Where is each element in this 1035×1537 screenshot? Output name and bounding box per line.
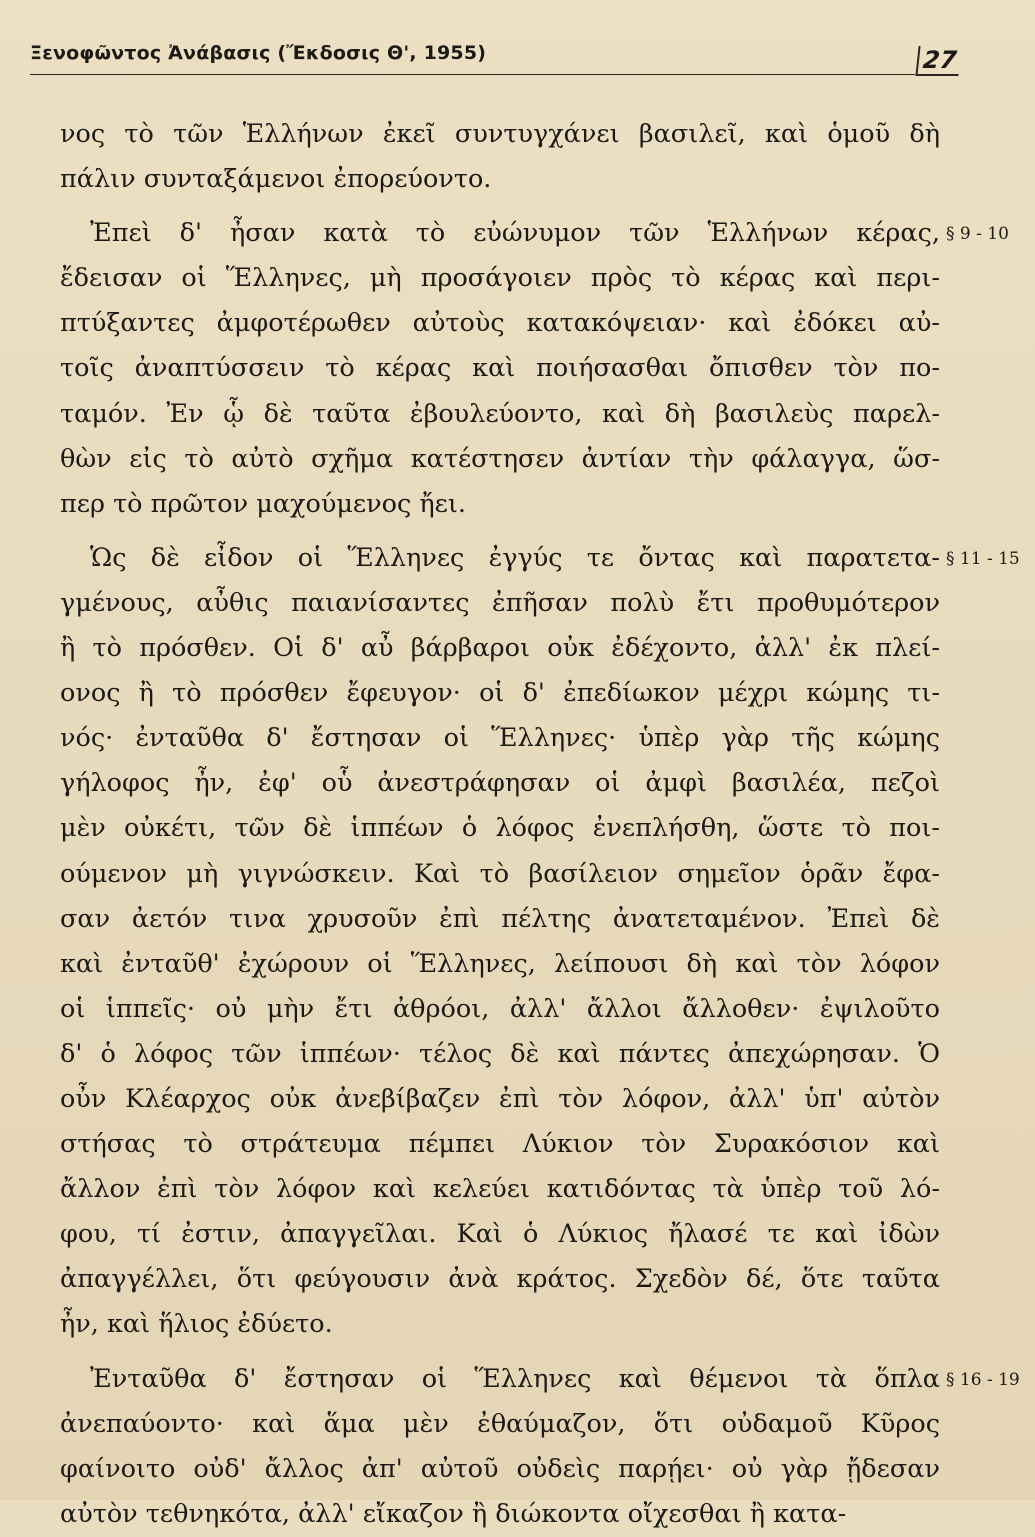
text-line: ταμόν. Ἐν ᾧ δὲ ταῦτα ἐβουλεύοντο, καὶ δὴ βασιλεὺς παρελ- <box>60 398 940 429</box>
text-line: Ἐπεὶ δ' ἦσαν κατὰ τὸ εὐώνυμον τῶν Ἑλλήνων κέρας, <box>90 218 940 249</box>
text-line: γμένους, αὖθις παιανίσαντες ἐπῆσαν πολὺ ἔτι προθυμότερον <box>60 587 940 618</box>
text-line: νός· ἐνταῦθα δ' ἔστησαν οἱ Ἕλληνες· ὑπὲρ γὰρ τῆς κώμης <box>60 723 940 754</box>
text-line: θὼν εἰς τὸ αὐτὸ σχῆμα κατέστησεν ἀντίαν τὴν φάλαγγα, ὥσ- <box>60 443 940 474</box>
header-rule <box>30 74 915 75</box>
text-line: καὶ ἐνταῦθ' ἐχώρουν οἱ Ἕλληνες, λείπουσι δὴ καὶ τὸν λόφον <box>60 948 940 979</box>
text-line: ἢ τὸ πρόσθεν. Οἱ δ' αὖ βάρβαροι οὐκ ἐδέχοντο, ἀλλ' ἐκ πλεί- <box>60 633 940 664</box>
text-line: φου, τί ἐστιν, ἀπαγγεῖλαι. Καὶ ὁ Λύκιος ἤλασέ τε καὶ ἰδὼν <box>60 1219 940 1250</box>
text-line: Ἐνταῦθα δ' ἔστησαν οἱ Ἕλληνες καὶ θέμενοι τὰ ὅπλα <box>90 1363 940 1394</box>
running-head: Ξενοφῶντος Ἀνάβασις (Ἔκδοσις Θ', 1955) <box>30 42 487 64</box>
paragraph <box>60 1357 940 1537</box>
text-line: ἀνεπαύοντο· καὶ ἅμα μὲν ἐθαύμαζον, ὅτι οὐδαμοῦ Κῦρος <box>60 1408 940 1439</box>
body-text <box>60 112 940 1537</box>
text-line: σαν ἀετόν τινα χρυσοῦν ἐπὶ πέλτης ἀνατεταμένον. Ἐπεὶ δὲ <box>60 903 940 934</box>
paragraph <box>60 536 940 1348</box>
text-line: στήσας τὸ στράτευμα πέμπει Λύκιον τὸν Συρακόσιον καὶ <box>60 1129 940 1160</box>
text-line: οἱ ἱππεῖς· οὐ μὴν ἔτι ἀθρόοι, ἀλλ' ἄλλοι ἄλλοθεν· ἐψιλοῦτο <box>60 993 940 1024</box>
text-line: νος τὸ τῶν Ἑλλήνων ἐκεῖ συντυγχάνει βασιλεῖ, καὶ ὁμοῦ δὴ <box>60 119 940 149</box>
page-header <box>30 42 990 82</box>
text-line: περ τὸ πρῶτον μαχούμενος ἤει. <box>60 488 466 519</box>
text-line: ἀπαγγέλλει, ὅτι φεύγουσιν ἀνὰ κράτος. Σχεδὸν δέ, ὅτε ταῦτα <box>60 1264 940 1295</box>
text-line: ούμενον μὴ γιγνώσκειν. Καὶ τὸ βασίλειον σημεῖον ὁρᾶν ἔφα- <box>60 858 940 889</box>
text-line: οὖν Κλέαρχος οὐκ ἀνεβίβαζεν ἐπὶ τὸν λόφον, ἀλλ' ὑπ' αὐτὸν <box>60 1083 940 1114</box>
text-line: μὲν οὐκέτι, τῶν δὲ ἱππέων ὁ λόφος ἐνεπλήσθη, ὥστε τὸ ποι- <box>60 813 940 844</box>
section-marker: § 9 - 10 <box>946 224 1009 244</box>
section-marker: § 16 - 19 <box>946 1370 1020 1390</box>
paragraph <box>60 112 940 202</box>
text-line: ἄλλον ἐπὶ τὸν λόφον καὶ κελεύει κατιδόντας τὰ ὑπὲρ τοῦ λό- <box>60 1174 940 1205</box>
text-line: Ὡς δὲ εἶδον οἱ Ἕλληνες ἐγγύς τε ὄντας καὶ παρατετα- <box>90 542 940 573</box>
text-line: φαίνοιτο οὐδ' ἄλλος ἀπ' αὐτοῦ οὐδεὶς παρῄει· οὐ γὰρ ᾔδεσαν <box>60 1453 940 1484</box>
text-line: τοῖς ἀναπτύσσειν τὸ κέρας καὶ ποιήσασθαι ὄπισθεν τὸν πο- <box>60 353 940 384</box>
text-line: δ' ὁ λόφος τῶν ἱππέων· τέλος δὲ καὶ πάντες ἀπεχώρησαν. Ὁ <box>60 1038 940 1069</box>
section-marker: § 11 - 15 <box>946 549 1020 569</box>
text-line: ἔδεισαν οἱ Ἕλληνες, μὴ προσάγοιεν πρὸς τὸ κέρας καὶ περι- <box>60 263 940 294</box>
paragraph <box>60 211 940 527</box>
text-line: ἦν, καὶ ἥλιος ἐδύετο. <box>60 1309 333 1340</box>
text-line: πάλιν συνταξάμενοι ἐπορεύοντο. <box>60 164 492 195</box>
text-line: πτύξαντες ἀμφοτέρωθεν αὐτοὺς κατακόψειαν· καὶ ἐδόκει αὐ- <box>60 308 940 339</box>
page-number: 27 <box>915 46 962 76</box>
text-line: αὐτὸν τεθνηκότα, ἀλλ' εἴκαζον ἢ διώκοντα οἴχεσθαι ἢ κατα- <box>60 1498 847 1529</box>
text-line: γήλοφος ἦν, ἐφ' οὗ ἀνεστράφησαν οἱ ἀμφὶ βασιλέα, πεζοὶ <box>60 768 940 799</box>
text-line: ονος ἢ τὸ πρόσθεν ἔφευγον· οἱ δ' ἐπεδίωκον μέχρι κώμης τι- <box>60 678 940 709</box>
